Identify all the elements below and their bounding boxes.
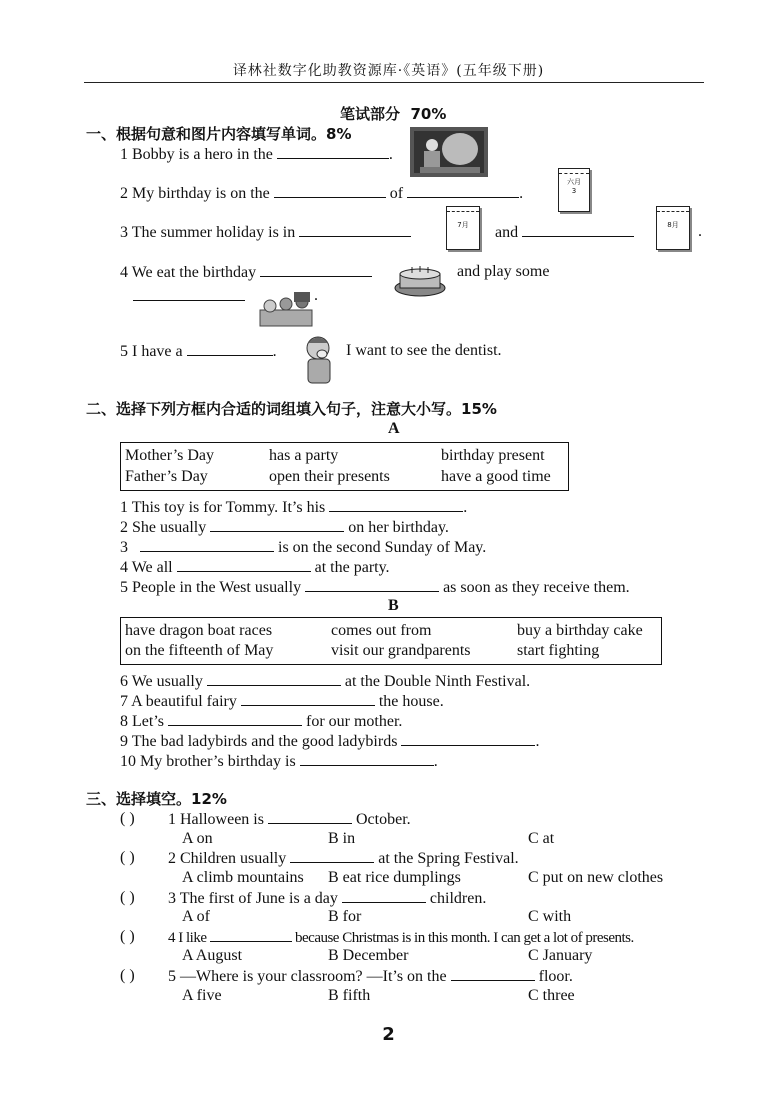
s3-q5-blank <box>451 966 535 981</box>
calendar-rings <box>657 207 689 212</box>
section2-heading: 二、选择下列方框内合适的词组填入句子，注意大小写。 <box>86 400 462 418</box>
s1-question-3 <box>120 222 411 243</box>
box-b-item-4: on the fifteenth of May <box>125 642 274 659</box>
s1-q4-line2 <box>133 286 245 307</box>
calendar-rings <box>559 169 589 174</box>
section2-score: 15% <box>461 400 497 418</box>
calendar-rings <box>447 207 479 212</box>
s3-q5-option-c[interactable]: C three <box>528 987 575 1004</box>
toothache-picture <box>300 334 338 384</box>
box-b-label: B <box>388 597 399 614</box>
s2-q6-text: 6 We usually <box>120 673 203 690</box>
s2-q7-text: 7 A beautiful fairy <box>120 693 237 710</box>
s1-q2-text: 2 My birthday is on the <box>120 185 270 202</box>
s3-q4-blank <box>210 927 292 942</box>
s3-q2-option-c[interactable]: C put on new clothes <box>528 869 664 886</box>
s2-question-10: 10 My brother’s birthday is . <box>120 753 438 770</box>
box-b-item-6: start fighting <box>517 642 600 659</box>
calendar-july-picture <box>446 206 480 250</box>
s3-question-4 <box>168 927 634 948</box>
s1-question-3b <box>495 222 634 243</box>
s1-q5-blank[interactable] <box>187 341 273 356</box>
calendar-august-month: 8月 <box>667 221 679 229</box>
s1-q1-blank[interactable] <box>277 144 389 159</box>
calendar-august-picture <box>656 206 690 250</box>
written-part-title <box>340 104 446 124</box>
s3-q4-option-a[interactable]: A August <box>182 947 243 964</box>
s3-q1-text-b: October. <box>355 811 411 828</box>
s1-q4-blank-1[interactable] <box>260 262 372 277</box>
s2-q1-blank[interactable] <box>329 497 463 512</box>
word-box-b <box>120 617 662 665</box>
s2-q8-blank[interactable] <box>168 711 302 726</box>
s3-q2-option-b[interactable]: B eat rice dumplings <box>328 869 461 886</box>
section1-title <box>86 124 351 144</box>
word-box-a <box>120 442 569 491</box>
s3-q5-option-b[interactable]: B fifth <box>328 987 371 1004</box>
s3-q3-option-a[interactable]: A of <box>182 908 210 925</box>
s2-q3-number: 3 <box>120 539 128 556</box>
header-rule <box>84 82 704 83</box>
s2-q2-text-b: on her birthday. <box>348 519 449 536</box>
s1-question-5: 5 I have a . <box>120 343 277 360</box>
s2-q8-text-b: for our mother. <box>306 713 403 730</box>
s2-q7-blank[interactable] <box>241 691 375 706</box>
s3-q2-text-b: at the Spring Festival. <box>378 850 519 867</box>
s2-question-7 <box>120 691 444 712</box>
s1-question-1: 1 Bobby is a hero in the . <box>120 146 393 163</box>
s2-q5-text-b: as soon as they receive them. <box>443 579 630 596</box>
section3-title <box>86 789 227 809</box>
page-header: 译林社数字化助教资源库·《英语》(五年级下册) <box>232 63 545 79</box>
s3-q1-blank <box>268 809 352 824</box>
s3-q1-option-c[interactable]: C at <box>528 830 555 847</box>
section3-heading: 三、选择填空。 <box>86 790 192 808</box>
s2-q5-text: 5 People in the West usually <box>120 579 302 596</box>
birthday-cake-picture <box>394 264 446 298</box>
section3-score: 12% <box>191 790 227 808</box>
s3-q2-paren[interactable]: ( ) <box>120 849 135 866</box>
s2-q9-text: 9 The bad ladybirds and the good ladybirds <box>120 733 398 750</box>
written-part-label: 笔试部分 <box>340 105 401 123</box>
tv-hero-picture <box>410 127 488 177</box>
s3-q1-option-a[interactable]: A on <box>182 830 213 847</box>
s1-q5-text: 5 I have a <box>120 343 183 360</box>
s3-q4-option-b[interactable]: B December <box>328 947 409 964</box>
box-a-item-2: has a party <box>269 447 339 464</box>
s2-q6-text-b: at the Double Ninth Festival. <box>344 673 531 690</box>
s1-q2-blank-2[interactable] <box>407 183 519 198</box>
s3-q2-blank <box>290 848 374 863</box>
s2-question-1: 1 This toy is for Tommy. It’s his . <box>120 499 468 516</box>
s3-q2-text: 2 Children usually <box>168 850 287 867</box>
s3-q5-option-a[interactable]: A five <box>182 987 222 1004</box>
s2-question-8 <box>120 711 402 732</box>
s2-question-4 <box>120 557 390 578</box>
s1-q4-blank-2[interactable] <box>133 286 245 301</box>
calendar-june-month: 六月 <box>567 178 581 186</box>
s3-q1-option-b[interactable]: B in <box>328 830 356 847</box>
s2-q1-text: 1 This toy is for Tommy. It’s his <box>120 499 326 516</box>
s3-q4-option-c[interactable]: C January <box>528 947 593 964</box>
calendar-july-month: 7月 <box>457 221 469 229</box>
s2-q7-text-b: the house. <box>378 693 444 710</box>
s1-q2-of: of <box>389 185 404 202</box>
s1-q4-period: . <box>314 287 318 304</box>
s1-q3-and: and <box>495 224 519 241</box>
s2-q8-text: 8 Let’s <box>120 713 164 730</box>
s2-question-5 <box>120 577 630 598</box>
s3-q5-paren[interactable]: ( ) <box>120 967 135 984</box>
written-part-score: 70% <box>410 105 447 123</box>
s2-q9-blank[interactable] <box>401 731 535 746</box>
s1-q1-text: 1 Bobby is a hero in the <box>120 146 273 163</box>
s2-question-6 <box>120 671 530 692</box>
s3-q1-text: 1 Halloween is <box>168 811 264 828</box>
s2-q4-blank[interactable] <box>177 557 311 572</box>
section1-score: 8% <box>326 125 352 143</box>
s3-q3-text: 3 The first of June is a day <box>168 890 338 907</box>
page-number: 2 <box>382 1024 395 1045</box>
box-b-item-3: buy a birthday cake <box>517 622 643 639</box>
s2-q3-blank[interactable] <box>140 537 274 552</box>
calendar-june-picture <box>558 168 590 212</box>
box-b-item-2: comes out from <box>331 622 432 639</box>
section2-title <box>86 399 497 419</box>
s1-q5-text-b: I want to see the dentist. <box>346 342 502 359</box>
box-b-item-1: have dragon boat races <box>125 622 273 639</box>
box-a-item-1: Mother’s Day <box>125 447 215 464</box>
box-a-item-4: Father’s Day <box>125 468 208 485</box>
s3-q4-text: 4 I like <box>168 930 207 946</box>
s2-q3-text: is on the second Sunday of May. <box>278 539 487 556</box>
s3-q3-option-b[interactable]: B for <box>328 908 362 925</box>
s3-question-3 <box>168 888 486 909</box>
s3-q4-text-b: because Christmas is in this month. I can get a lot of presents. <box>295 930 634 946</box>
box-a-item-6: have a good time <box>441 468 551 485</box>
s2-q4-text: 4 We all <box>120 559 173 576</box>
s1-q4-text-b: and play some <box>457 263 550 280</box>
s3-q3-option-c[interactable]: C with <box>528 908 572 925</box>
s2-q10-blank[interactable] <box>300 751 434 766</box>
s1-q3-text: 3 The summer holiday is in <box>120 224 296 241</box>
s3-question-5 <box>168 966 573 987</box>
s3-q1-paren[interactable]: ( ) <box>120 810 135 827</box>
s3-q3-paren[interactable]: ( ) <box>120 889 135 906</box>
s2-q4-text-b: at the party. <box>314 559 390 576</box>
s1-q3-blank-2[interactable] <box>522 222 634 237</box>
s3-q2-option-a[interactable]: A climb mountains <box>182 869 304 886</box>
box-b-item-5: visit our grandparents <box>331 642 471 659</box>
box-a-item-5: open their presents <box>269 468 390 485</box>
s2-question-9: 9 The bad ladybirds and the good ladybirds . <box>120 733 540 750</box>
s1-question-2: 2 My birthday is on the of . <box>120 185 524 202</box>
s2-q10-text: 10 My brother’s birthday is <box>120 753 296 770</box>
s3-q3-text-b: children. <box>429 890 487 907</box>
s1-q3-period: . <box>698 223 702 240</box>
s3-q5-text-b: floor. <box>538 968 573 985</box>
calendar-june-day: 3 <box>571 187 577 195</box>
s1-q2-blank-1[interactable] <box>274 183 386 198</box>
s1-q3-blank-1[interactable] <box>299 222 411 237</box>
s3-q3-blank <box>342 888 426 903</box>
s3-question-2 <box>168 848 519 869</box>
box-a-label: A <box>388 420 400 437</box>
s1-q4-text: 4 We eat the birthday <box>120 264 257 281</box>
s3-q5-text: 5 —Where is your classroom? —It’s on the <box>168 968 447 985</box>
s3-question-1 <box>168 809 411 830</box>
games-picture <box>258 292 314 328</box>
s1-question-4 <box>120 262 372 283</box>
s2-question-2 <box>120 517 449 538</box>
s2-q2-text: 2 She usually <box>120 519 207 536</box>
box-a-item-3: birthday present <box>441 447 545 464</box>
section1-heading: 一、根据句意和图片内容填写单词。 <box>86 125 327 143</box>
s2-question-3 <box>120 537 486 558</box>
s2-q6-blank[interactable] <box>207 671 341 686</box>
s2-q2-blank[interactable] <box>210 517 344 532</box>
s3-q4-paren[interactable]: ( ) <box>120 928 135 945</box>
s2-q5-blank[interactable] <box>305 577 439 592</box>
